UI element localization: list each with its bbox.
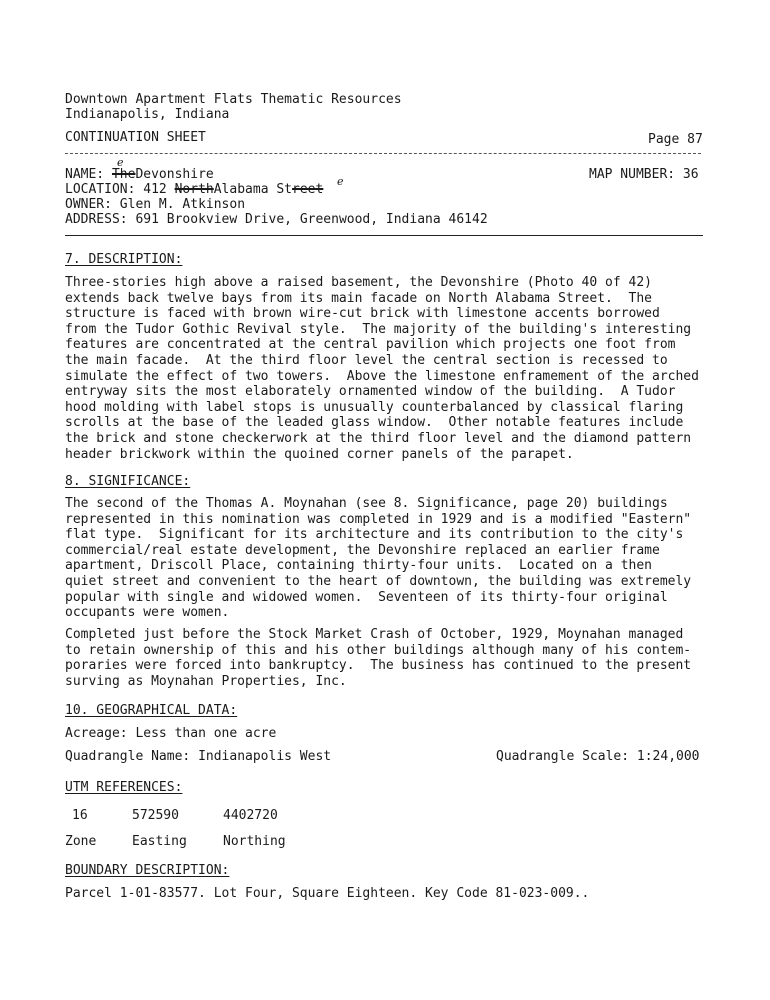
quadrangle-name-row (65, 749, 331, 765)
utm-easting-label: Easting (132, 834, 187, 849)
description-heading: 7. DESCRIPTION: (65, 252, 183, 267)
name-value: Devonshire (135, 167, 214, 182)
name-row (65, 167, 214, 183)
significance-line: represented in this nomination was completed in 1929 and is a modified "Eastern" (65, 511, 692, 527)
significance-paragraph-2 (65, 627, 710, 689)
acreage-label: Acreage: (65, 726, 128, 741)
description-text (65, 275, 710, 462)
significance-line: flat type. Significant for its architecture and its contribution to the city's (65, 527, 684, 543)
description-line: from the Tudor Gothic Revival style. The majority of the building's interesting (65, 321, 692, 337)
boundary-heading: BOUNDARY DESCRIPTION: (65, 863, 230, 878)
significance-paragraph-1 (65, 496, 710, 621)
utm-northing-label: Northing (223, 834, 286, 849)
significance-heading: 8. SIGNIFICANCE: (65, 474, 191, 489)
location-row (65, 182, 323, 198)
handwritten-correction-street: e (337, 175, 344, 188)
description-line: simulate the effect of two towers. Above the limestone enframement of the arched (65, 368, 699, 384)
identity-divider (65, 235, 703, 236)
location-label: LOCATION: (65, 182, 136, 197)
location-struck-suffix: reet (292, 182, 324, 197)
address-row (65, 212, 488, 228)
utm-easting-value: 572590 (132, 808, 179, 823)
name-label: NAME: (65, 167, 105, 182)
location-struck-direction: North (174, 182, 214, 197)
significance-line: surving as Moynahan Properties, Inc. (65, 673, 347, 689)
description-line: the brick and stone checkerwork at the third floor level and the diamond pattern (65, 430, 692, 446)
significance-line: poraries were forced into bankruptcy. The business has continued to the present (65, 658, 692, 674)
quadrangle-scale-value: 1:24,000 (636, 749, 700, 764)
description-line: entryway sits the most elaborately ornamented window of the building. A Tudor (65, 384, 676, 400)
header-title: Downtown Apartment Flats Thematic Resources (65, 92, 402, 107)
owner-row (65, 197, 245, 213)
utm-heading: UTM REFERENCES: (65, 780, 183, 795)
significance-line: quiet street and convenient to the heart of downtown, the building was extremely (65, 573, 692, 589)
header-city: Indianapolis, Indiana (65, 107, 230, 122)
map-number-value: 36 (682, 167, 699, 182)
significance-line: apartment, Driscoll Place, containing thirty-four units. Located on a then (65, 558, 652, 574)
significance-line: popular with single and widowed women. Seventeen of its thirty-four original (65, 589, 668, 605)
location-number: 412 (143, 182, 167, 197)
description-line: Three-stories high above a raised basement, the Devonshire (Photo 40 of 42) (65, 275, 652, 290)
acreage-row (65, 726, 276, 742)
header-divider (65, 153, 701, 154)
utm-zone-value: 16 (72, 808, 88, 823)
name-struck-article: The (111, 167, 136, 182)
map-number-label: MAP NUMBER: (589, 167, 676, 182)
owner-label: OWNER: (65, 197, 112, 212)
utm-northing-value: 4402720 (223, 808, 278, 823)
significance-line: occupants were women. (65, 605, 230, 621)
map-number-row (589, 167, 699, 183)
page-number: Page 87 (648, 132, 703, 147)
handwritten-correction-name: e (117, 156, 124, 169)
quadrangle-name-value: Indianapolis West (198, 749, 332, 764)
significance-line: to retain ownership of this and his other buildings although many of his contem- (65, 642, 692, 658)
description-line: header brickwork within the quoined corner panels of the parapet. (65, 446, 574, 462)
significance-line: commercial/real estate development, the Devonshire replaced an earlier frame (65, 542, 660, 558)
acreage-value: Less than one acre (135, 726, 277, 741)
utm-zone-label: Zone (65, 834, 97, 849)
address-label: ADDRESS: (65, 212, 128, 227)
description-line: scrolls at the base of the leaded glass window. Other notable features include (65, 415, 684, 431)
description-line: the main facade. At the third floor level the central section is recessed to (65, 352, 668, 368)
owner-value: Glen M. Atkinson (119, 197, 246, 212)
quadrangle-name-label: Quadrangle Name: (65, 749, 191, 764)
description-line: hood molding with label stops is unusually counterbalanced by classical flaring (65, 399, 684, 415)
address-value: 691 Brookview Drive, Greenwood, Indiana 46142 (135, 212, 488, 227)
description-line: features are concentrated at the central pavilion which projects one foot from (65, 337, 676, 353)
description-line: structure is faced with brown wire-cut brick with limestone accents borrowed (65, 306, 660, 322)
geo-heading: 10. GEOGRAPHICAL DATA: (65, 703, 238, 718)
description-line: extends back twelve bays from its main facade on North Alabama Street. The (65, 290, 652, 306)
quadrangle-scale-label: Quadrangle Scale: (496, 749, 630, 764)
location-street: Alabama St (213, 182, 293, 197)
significance-line: Completed just before the Stock Market Crash of October, 1929, Moynahan managed (65, 627, 684, 642)
continuation-sheet-label: CONTINUATION SHEET (65, 130, 206, 145)
quadrangle-scale-row (496, 749, 700, 765)
boundary-text: Parcel 1-01-83577. Lot Four, Square Eighteen. Key Code 81-023-009.. (65, 886, 590, 901)
significance-line: The second of the Thomas A. Moynahan (see 8. Significance, page 20) buildings (65, 496, 668, 511)
